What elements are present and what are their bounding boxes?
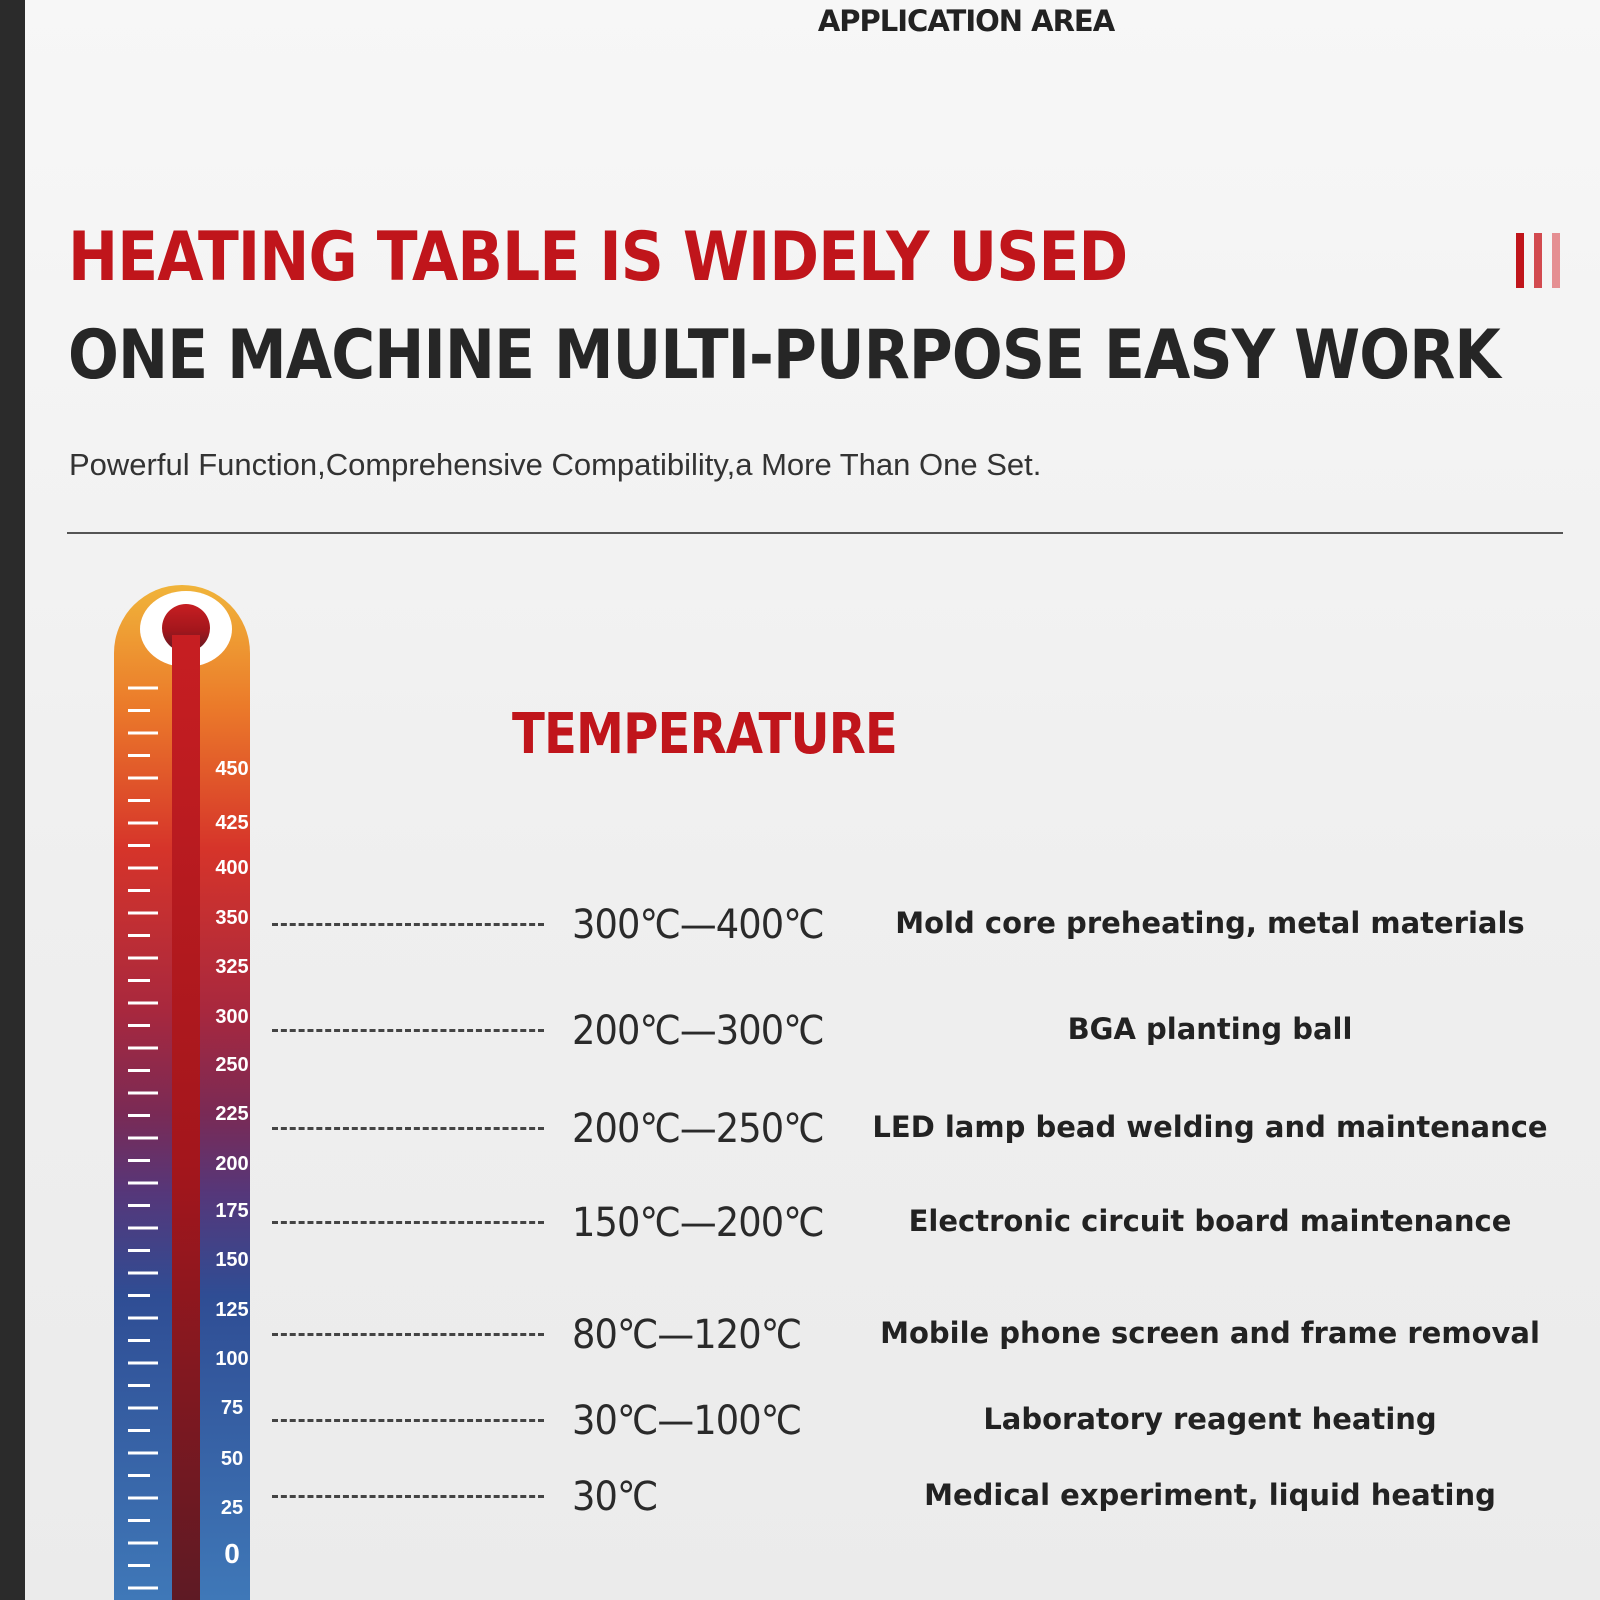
scale-label: 50 [220,1448,244,1470]
divider [67,532,1563,534]
scale-label: 300 [215,1006,249,1028]
table-row [0,1312,1600,1356]
scale-label: 450 [215,758,249,780]
temperature-column-heading: TEMPERATURE [512,702,897,767]
scale-label: 175 [215,1200,249,1222]
table-row [0,1106,1600,1150]
temperature-range: 30℃ [572,1474,658,1520]
decorative-bars-icon [1516,233,1562,288]
scale-label: 325 [215,956,249,978]
dashed-leader-line [272,1419,544,1422]
scale-label: 150 [215,1249,249,1271]
scale-label: 25 [220,1497,244,1519]
temperature-range: 200℃—300℃ [572,1008,824,1054]
application-text: Mold core preheating, metal materials [895,906,1525,940]
scale-label: 100 [215,1348,249,1370]
application-column-heading: APPLICATION AREA [817,4,1115,38]
scale-label: 425 [215,812,249,834]
application-text: Laboratory reagent heating [983,1402,1437,1436]
temperature-range: 30℃—100℃ [572,1398,802,1444]
temperature-range: 300℃—400℃ [572,902,824,948]
left-edge-bar [0,0,25,1600]
application-text: Mobile phone screen and frame removal [880,1316,1540,1350]
application-text: Medical experiment, liquid heating [924,1478,1496,1512]
application-text: BGA planting ball [1067,1012,1353,1046]
scale-label: 250 [215,1054,249,1076]
application-text: Electronic circuit board maintenance [908,1204,1512,1238]
scale-label: 350 [215,907,249,929]
temperature-range: 80℃—120℃ [572,1312,802,1358]
table-row [0,1474,1600,1518]
table-row [0,1200,1600,1244]
table-row [0,1398,1600,1442]
dashed-leader-line [272,1221,544,1224]
temperature-range: 200℃—250℃ [572,1106,824,1152]
dashed-leader-line [272,1029,544,1032]
page-subtitle: ONE MACHINE MULTI-PURPOSE EASY WORK [68,316,1500,395]
scale-label: 75 [220,1397,244,1419]
table-row [0,1008,1600,1052]
table-row [0,902,1600,946]
application-text: LED lamp bead welding and maintenance [872,1110,1548,1144]
temperature-range: 150℃—200℃ [572,1200,824,1246]
page-title: HEATING TABLE IS WIDELY USED [68,218,1128,297]
dashed-leader-line [272,1127,544,1130]
dashed-leader-line [272,923,544,926]
scale-label: 0 [224,1538,240,1569]
tagline: Powerful Function,Comprehensive Compatibility,a More Than One Set. [69,447,1042,482]
dashed-leader-line [272,1495,544,1498]
scale-label: 200 [215,1153,249,1175]
thermometer-illustration [100,585,280,1600]
dashed-leader-line [272,1333,544,1336]
scale-label: 225 [215,1103,249,1125]
scale-label: 125 [215,1299,249,1321]
scale-label: 400 [215,857,249,879]
